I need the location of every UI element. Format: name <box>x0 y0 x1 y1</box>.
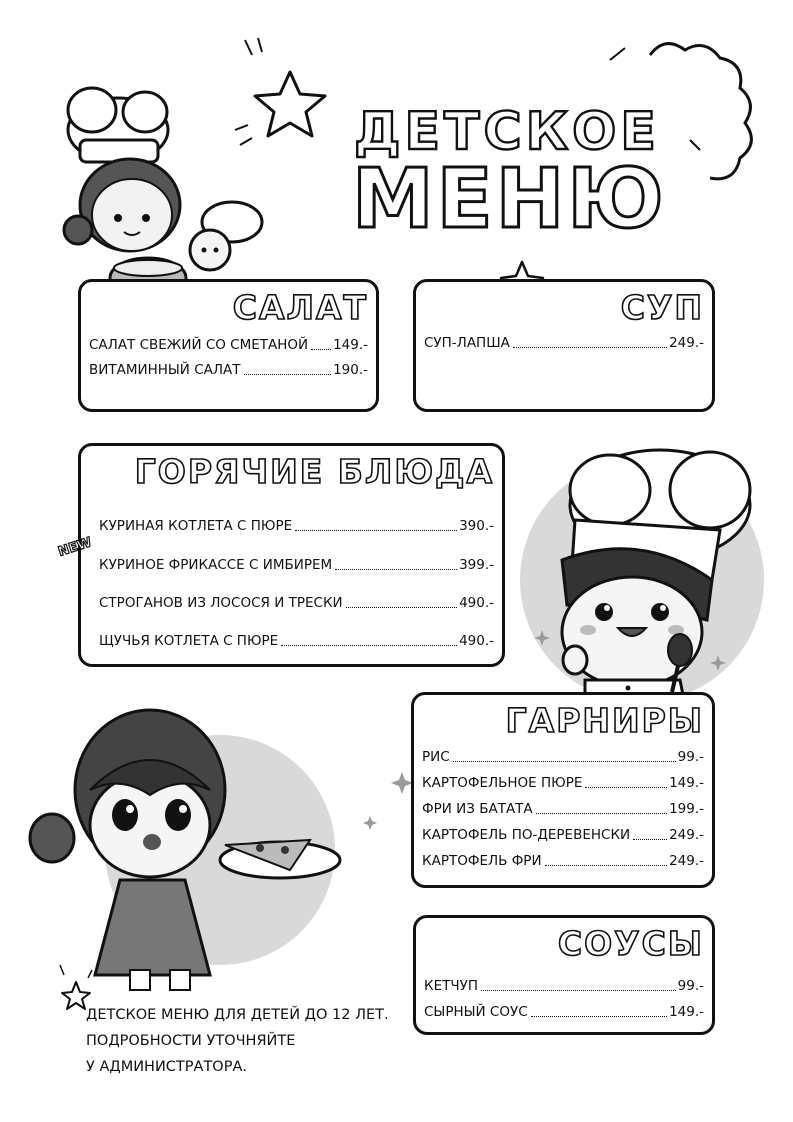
menu-item <box>424 1004 704 1020</box>
item-name: КУРИНАЯ КОТЛЕТА С ПЮРЕ <box>99 518 293 534</box>
item-price: 149.- <box>333 337 368 353</box>
page-title-line2: МЕНЮ <box>352 152 667 247</box>
menu-item <box>89 337 368 353</box>
leader-dots <box>281 645 457 646</box>
menu-item <box>422 749 704 765</box>
page-title-line1: ДЕТСКОЕ <box>354 102 660 162</box>
menu-item <box>422 775 704 791</box>
leader-dots <box>633 839 667 840</box>
girl-with-pizza-illustration <box>30 710 340 990</box>
item-price: 390.- <box>459 518 494 534</box>
menu-item <box>422 827 704 843</box>
section-sides <box>411 692 715 888</box>
item-name: ВИТАМИННЫЙ САЛАТ <box>89 362 241 378</box>
section-title: СОУСЫ <box>557 924 704 963</box>
item-name: СУП-ЛАПША <box>424 335 510 351</box>
menu-item <box>422 853 704 869</box>
footnote-line: ПОДРОБНОСТИ УТОЧНЯЙТЕ <box>86 1033 296 1049</box>
chef-girl-illustration <box>64 88 262 298</box>
menu-item <box>422 801 704 817</box>
leader-dots <box>531 1016 667 1017</box>
item-price: 249.- <box>669 827 704 843</box>
section-hot-dishes <box>78 443 505 667</box>
menu-item <box>424 335 704 351</box>
item-name: РИС <box>422 749 450 765</box>
menu-item <box>424 978 704 994</box>
section-title: ГАРНИРЫ <box>505 701 704 740</box>
menu-item <box>99 557 494 573</box>
item-price: 99.- <box>677 978 704 994</box>
leader-dots <box>481 990 676 991</box>
item-name: КУРИНОЕ ФРИКАССЕ С ИМБИРЕМ <box>99 557 333 573</box>
leader-dots <box>536 813 667 814</box>
star-icon <box>235 38 325 145</box>
item-price: 99.- <box>677 749 704 765</box>
menu-item <box>99 633 494 649</box>
footnote-line: У АДМИНИСТРАТОРА. <box>86 1059 247 1075</box>
menu-item <box>99 518 494 534</box>
item-price: 149.- <box>669 775 704 791</box>
menu-item <box>99 595 494 611</box>
section-salad <box>78 279 379 412</box>
item-price: 190.- <box>333 362 368 378</box>
item-price: 490.- <box>459 595 494 611</box>
item-price: 399.- <box>459 557 494 573</box>
item-price: 490.- <box>459 633 494 649</box>
item-name: ЩУЧЬЯ КОТЛЕТА С ПЮРЕ <box>99 633 279 649</box>
section-title: САЛАТ <box>232 288 368 327</box>
leader-dots <box>346 607 457 608</box>
leader-dots <box>335 569 457 570</box>
leader-dots <box>513 347 667 348</box>
item-price: 249.- <box>669 853 704 869</box>
section-title: СУП <box>620 288 704 327</box>
leader-dots <box>244 374 332 375</box>
leader-dots <box>453 761 676 762</box>
leader-dots <box>545 865 668 866</box>
item-name: КАРТОФЕЛЬ ФРИ <box>422 853 542 869</box>
item-name: САЛАТ СВЕЖИЙ СО СМЕТАНОЙ <box>89 337 309 353</box>
leader-dots <box>295 530 457 531</box>
item-name: КАРТОФЕЛЬ ПО-ДЕРЕВЕНСКИ <box>422 827 631 843</box>
chef-boy-illustration <box>520 450 764 705</box>
footnote-line: ДЕТСКОЕ МЕНЮ ДЛЯ ДЕТЕЙ ДО 12 ЛЕТ. <box>86 1007 389 1023</box>
leader-dots <box>585 787 667 788</box>
menu-item <box>89 362 368 378</box>
section-title: ГОРЯЧИЕ БЛЮДА <box>134 452 494 491</box>
item-name: ФРИ ИЗ БАТАТА <box>422 801 533 817</box>
item-name: КАРТОФЕЛЬНОЕ ПЮРЕ <box>422 775 583 791</box>
leader-dots <box>311 349 331 350</box>
item-price: 199.- <box>669 801 704 817</box>
item-price: 149.- <box>669 1004 704 1020</box>
new-badge: NEW <box>56 535 94 560</box>
item-name: СТРОГАНОВ ИЗ ЛОСОСЯ И ТРЕСКИ <box>99 595 343 611</box>
item-name: СЫРНЫЙ СОУС <box>424 1004 528 1020</box>
section-soup <box>413 279 715 412</box>
item-price: 249.- <box>669 335 704 351</box>
section-sauces <box>413 915 715 1035</box>
footnote <box>86 1002 389 1080</box>
item-name: КЕТЧУП <box>424 978 478 994</box>
